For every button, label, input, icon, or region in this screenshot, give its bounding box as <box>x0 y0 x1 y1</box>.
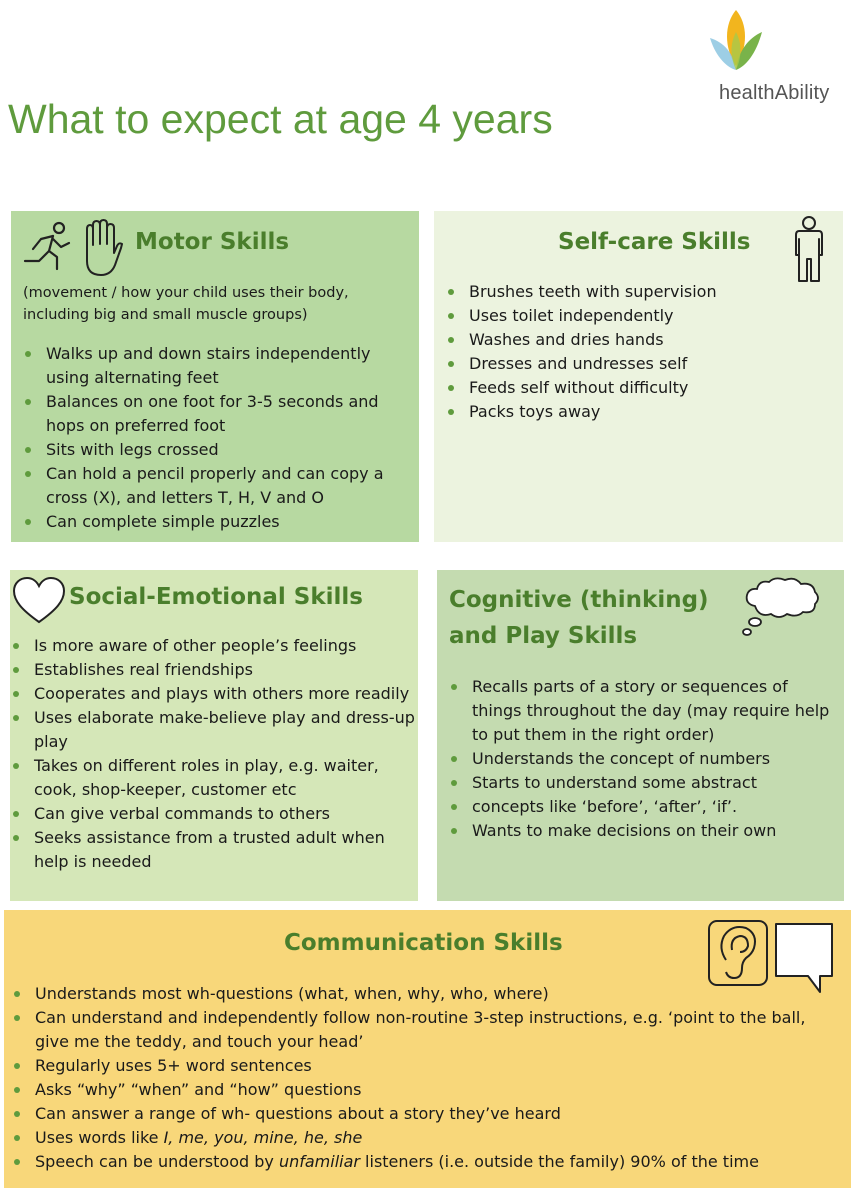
cognitive-skills-list <box>448 675 838 843</box>
list-item: Sits with legs crossed <box>22 438 402 462</box>
self-care-skills-title: Self-care Skills <box>558 229 751 255</box>
ear-icon <box>708 920 768 986</box>
item-text: Uses words like <box>35 1128 164 1147</box>
list-item: Can answer a range of wh- questions about a story they’ve heard <box>11 1102 811 1126</box>
item-emphasis: I, me, you, mine, he, she <box>163 1128 363 1147</box>
list-item: Can understand and independently follow non-routine 3-step instructions, e.g. ‘point to the ball, give me the teddy, and touch your head’ <box>11 1006 811 1054</box>
self-care-skills-panel <box>434 211 843 542</box>
list-item <box>11 1126 811 1150</box>
list-item: Washes and dries hands <box>445 328 825 352</box>
leaf-logo-icon <box>706 8 766 78</box>
list-item <box>11 1150 811 1174</box>
list-item: Understands the concept of numbers <box>448 747 838 771</box>
item-text: Speech can be understood by <box>35 1152 279 1171</box>
list-item: Uses elaborate make-believe play and dress-up play <box>10 706 415 754</box>
hand-icon <box>79 219 123 277</box>
motor-skills-panel <box>11 211 419 542</box>
list-item: Asks “why” “when” and “how” questions <box>11 1078 811 1102</box>
healthability-logo <box>700 8 850 104</box>
list-item: Recalls parts of a story or sequences of things throughout the day (may require help to put them in the right order) <box>448 675 838 747</box>
list-item: Starts to understand some abstract <box>448 771 838 795</box>
list-item: concepts like ‘before’, ‘after’, ‘if’. <box>448 795 838 819</box>
motor-skills-list <box>22 342 402 534</box>
item-text: listeners (i.e. outside the family) 90% of the time <box>359 1152 759 1171</box>
social-emotional-skills-title: Social-Emotional Skills <box>69 584 363 610</box>
list-item: Understands most wh-questions (what, when, why, who, where) <box>11 982 811 1006</box>
self-care-skills-list <box>445 280 825 424</box>
list-item: Walks up and down stairs independently using alternating feet <box>22 342 402 390</box>
list-item: Can complete simple puzzles <box>22 510 402 534</box>
communication-skills-title: Communication Skills <box>284 930 563 956</box>
motor-skills-subtitle: (movement / how your child uses their body, including big and small muscle groups) <box>23 285 349 323</box>
list-item: Brushes teeth with supervision <box>445 280 825 304</box>
list-item: Is more aware of other people’s feelings <box>10 634 415 658</box>
list-item: Balances on one foot for 3-5 seconds and hops on preferred foot <box>22 390 402 438</box>
motor-skills-title: Motor Skills <box>135 229 290 255</box>
list-item: Feeds self without difficulty <box>445 376 825 400</box>
social-emotional-skills-panel <box>10 570 418 901</box>
communication-skills-list <box>11 982 811 1174</box>
list-item: Can give verbal commands to others <box>10 802 415 826</box>
list-item: Can hold a pencil properly and can copy a cross (X), and letters T, H, V and O <box>22 462 402 510</box>
cognitive-play-skills-panel <box>437 570 844 901</box>
cognitive-skills-title-line1: Cognitive (thinking) <box>449 587 709 613</box>
list-item: Establishes real friendships <box>10 658 415 682</box>
social-emotional-skills-list <box>10 634 415 874</box>
communication-skills-panel <box>4 910 851 1188</box>
logo-wordmark: healthAbility <box>719 82 830 104</box>
cognitive-skills-title-line2: and Play Skills <box>449 623 638 649</box>
page-title: What to expect at age 4 years <box>8 96 553 142</box>
item-emphasis: unfamiliar <box>278 1152 360 1171</box>
list-item: Seeks assistance from a trusted adult when help is needed <box>10 826 415 874</box>
list-item: Regularly uses 5+ word sentences <box>11 1054 811 1078</box>
list-item: Packs toys away <box>445 400 825 424</box>
list-item: Uses toilet independently <box>445 304 825 328</box>
thought-bubble-icon <box>741 576 823 638</box>
list-item: Takes on different roles in play, e.g. waiter, cook, shop-keeper, customer etc <box>10 754 415 802</box>
list-item: Cooperates and plays with others more readily <box>10 682 415 706</box>
list-item: Wants to make decisions on their own <box>448 819 838 843</box>
heart-icon <box>12 576 66 626</box>
running-person-icon <box>17 219 75 279</box>
standing-person-icon <box>792 215 826 285</box>
list-item: Dresses and undresses self <box>445 352 825 376</box>
